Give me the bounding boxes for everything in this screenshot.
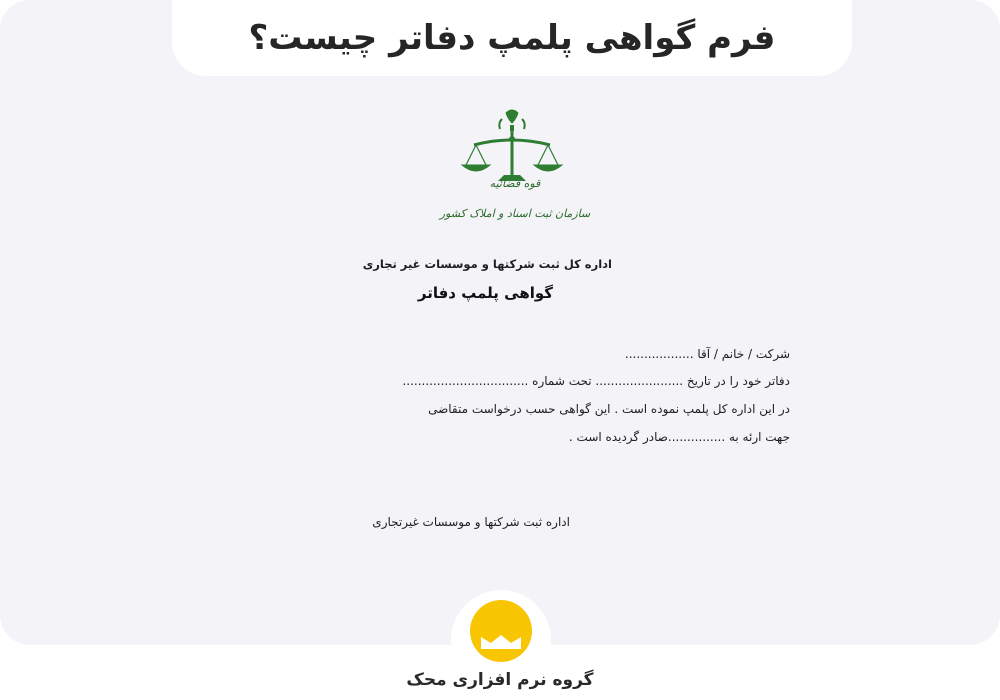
- certificate-title: گواهی پلمپ دفاتر: [417, 284, 553, 302]
- emblem-caption-judiciary: قوه قضائیه: [489, 177, 541, 190]
- certificate-line-purpose: جهت ارئه به ...............صادر گردیده است .: [568, 430, 790, 444]
- brand-name: گروه نرم افزاری محک: [406, 670, 594, 690]
- emblem-caption-organization: سازمان ثبت اسناد و املاک کشور: [439, 207, 591, 220]
- certificate-line-date: دفاتر خود را در تاریخ ....................... تحت شماره .................................: [402, 374, 790, 388]
- certificate-document: [300, 95, 800, 545]
- department-heading: اداره کل ثبت شرکتها و موسسات غیر تجاری: [362, 257, 612, 271]
- title-tab: [172, 0, 852, 76]
- page-title: فرم گواهی پلمپ دفاتر چیست؟: [248, 18, 776, 58]
- mahak-logo-icon: [467, 597, 535, 665]
- certificate-line-company: شرکت / خانم / آقا ..................: [624, 347, 790, 361]
- certificate-line-office: در این اداره کل پلمپ نموده است . این گواهی حسب درخواست متقاضی: [428, 402, 790, 416]
- issuer-signature: اداره ثبت شرکتها و موسسات غیرتجاری: [372, 515, 570, 529]
